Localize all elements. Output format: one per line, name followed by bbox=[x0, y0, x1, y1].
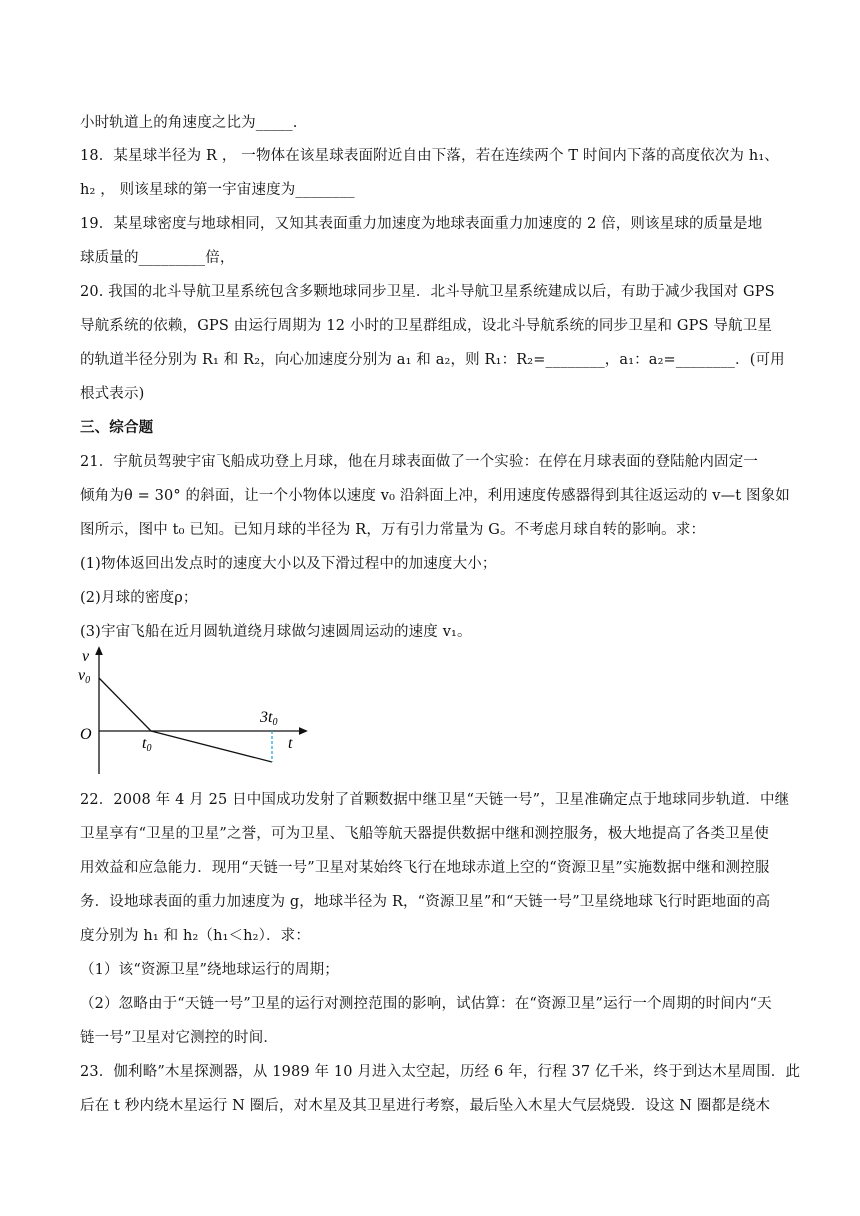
question-22-part-1: （1）该“资源卫星”绕地球运行的周期； bbox=[80, 962, 339, 978]
question-20-line-4: 根式表示) bbox=[80, 386, 145, 402]
question-21-part-2: (2)月球的密度ρ； bbox=[80, 590, 198, 606]
question-23-line-1: 23．伽利略”木星探测器，从 1989 年 10 月进入太空起，历经 6 年，行程 37 亿千米，终于到达木星周围．此 bbox=[80, 1064, 801, 1080]
question-23-line-2: 后在 t 秒内绕木星运行 N 圈后，对木星及其卫星进行考察，最后坠入木星大气层烧毁．设这 N 圈都是绕木 bbox=[80, 1098, 771, 1114]
question-22-line-5: 度分别为 h₁ 和 h₂（h₁＜h₂）．求： bbox=[80, 928, 310, 944]
question-22-line-2: 卫星享有“卫星的卫星”之誉，可为卫星、飞船等航天器提供数据中继和测控服务，极大地提高了各类卫星使 bbox=[80, 826, 770, 842]
text-line: 小时轨道上的角速度之比为_____. bbox=[80, 115, 298, 131]
velocity-line bbox=[99, 678, 151, 731]
question-20-line-3: 的轨道半径分别为 R₁ 和 R₂，向心加速度分别为 a₁ 和 a₂，则 R₁：R₂=________，a₁：a₂=________．(可用 bbox=[80, 352, 785, 368]
question-22-part-2-line-1: （2）忽略由于“天链一号”卫星的运行对测控范围的影响，试估算：在“资源卫星”运行一个周期的时间内“天 bbox=[80, 996, 772, 1012]
t-axis-label: t bbox=[288, 735, 293, 752]
origin-label: O bbox=[80, 726, 92, 743]
question-21-line-1: 21．宇航员驾驶宇宙飞船成功登上月球，他在月球表面做了一个实验：在停在月球表面的登陆舱内固定一 bbox=[80, 454, 758, 470]
question-22-line-3: 用效益和应急能力．现用“天链一号”卫星对某始终飞行在地球赤道上空的“资源卫星”实施数据中继和测控服 bbox=[80, 860, 770, 876]
question-22-part-2-line-2: 链一号”卫星对它测控的时间． bbox=[80, 1030, 279, 1046]
question-22-line-1: 22．2008 年 4 月 25 日中国成功发射了首颗数据中继卫星“天链一号”，卫星准确定点于地球同步轨道．中继 bbox=[80, 792, 790, 808]
question-21-part-1: (1)物体返回出发点时的速度大小以及下滑过程中的加速度大小； bbox=[80, 556, 497, 572]
question-21-line-2: 倾角为θ = 30° 的斜面，让一个小物体以速度 v₀ 沿斜面上冲，利用速度传感器得到其往返运动的 v—t 图象如 bbox=[80, 488, 790, 504]
v0-label: v0 bbox=[78, 667, 91, 686]
v-t-graph bbox=[76, 644, 316, 778]
v-axis-label: v bbox=[82, 648, 90, 665]
t0-label: t0 bbox=[142, 735, 152, 754]
question-18-line-2: h₂ ， 则该星球的第一宇宙速度为________ bbox=[80, 182, 355, 198]
question-19-line-1: 19．某星球密度与地球相同，又知其表面重力加速度为地球表面重力加速度的 2 倍，则该星球的质量是地 bbox=[80, 216, 763, 232]
section-heading: 三、综合题 bbox=[80, 419, 154, 436]
question-20-line-1: 20. 我国的北斗导航卫星系统包含多颗地球同步卫星．北斗导航卫星系统建成以后，有助于减少我国对 GPS bbox=[80, 284, 775, 300]
question-21-part-3: (3)宇宙飞船在近月圆轨道绕月球做匀速圆周运动的速度 v₁。 bbox=[80, 624, 472, 640]
three-t0-label: 3t0 bbox=[260, 709, 278, 728]
question-21-line-3: 图所示，图中 t₀ 已知。已知月球的半径为 R，万有引力常量为 G。不考虑月球自转的影响。求： bbox=[80, 522, 706, 538]
velocity-line-return bbox=[151, 731, 272, 762]
question-19-line-2: 球质量的_________倍， bbox=[80, 250, 235, 266]
question-22-line-4: 务．设地球表面的重力加速度为 g，地球半径为 R，“资源卫星”和“天链一号”卫星绕地球飞行时距地面的高 bbox=[80, 894, 771, 910]
question-18-line-1: 18．某星球半径为 R ， 一物体在该星球表面附近自由下落，若在连续两个 T 时间内下落的高度依次为 h₁、 bbox=[80, 148, 779, 164]
question-20-line-2: 导航系统的依赖，GPS 由运行周期为 12 小时的卫星群组成，设北斗导航系统的同步卫星和 GPS 导航卫星 bbox=[80, 318, 772, 334]
